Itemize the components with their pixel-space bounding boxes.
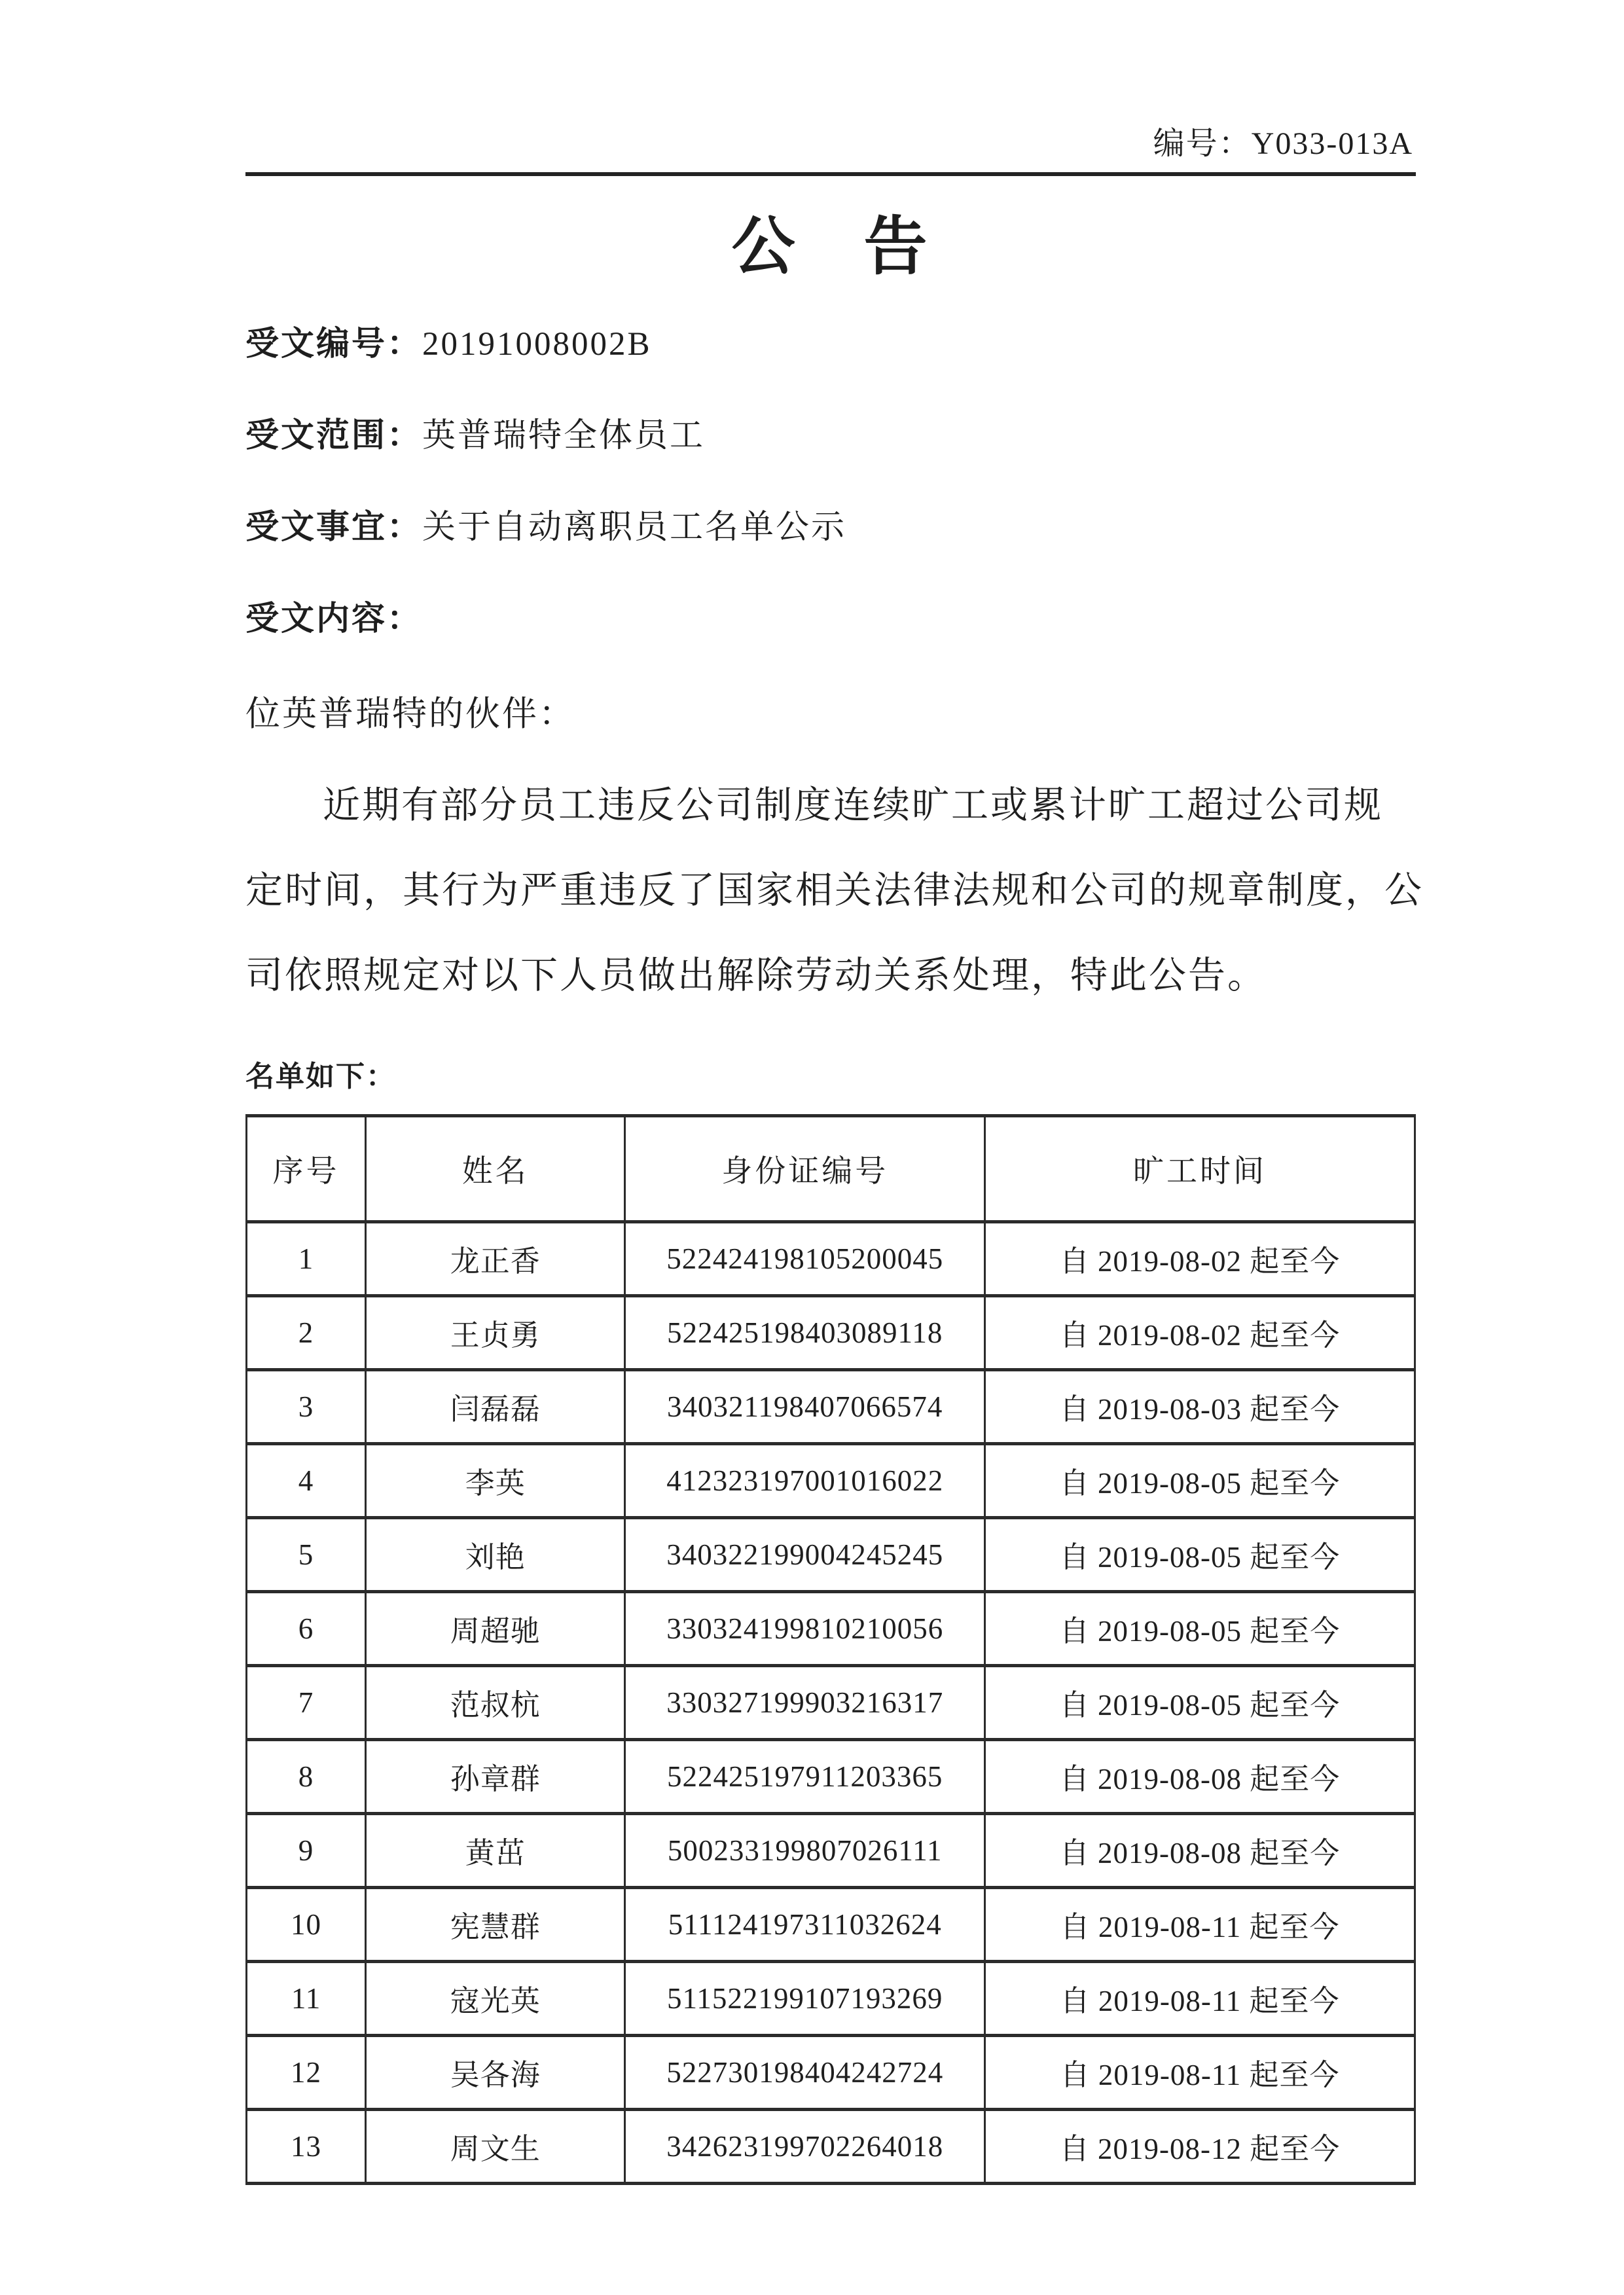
field-doc-subject-value: 关于自动离职员工名单公示 [422, 509, 847, 547]
cell-id-number: 412323197001016022 [625, 1443, 985, 1517]
cell-index: 9 [247, 1813, 366, 1887]
cell-absence-period: 自 2019-08-11 起至今 [985, 2035, 1415, 2109]
cell-index: 4 [247, 1443, 366, 1517]
table-header-cell: 旷工时间 [985, 1115, 1415, 1221]
table-header-cell: 序号 [247, 1115, 366, 1221]
table-row [247, 2109, 1415, 2183]
table-row [247, 1665, 1415, 1739]
cell-absence-period: 自 2019-08-08 起至今 [985, 1813, 1415, 1887]
page-title: 公 告 [731, 212, 930, 283]
cell-index: 3 [247, 1369, 366, 1443]
paragraph-line: 定时间，其行为严重违反了国家相关法律法规和公司的规章制度，公 [245, 869, 1424, 911]
cell-name: 孙章群 [366, 1739, 625, 1813]
cell-name: 龙正香 [366, 1221, 625, 1295]
cell-id-number: 511124197311032624 [625, 1887, 985, 1961]
cell-id-number: 522730198404242724 [625, 2035, 985, 2109]
table-row [247, 1739, 1415, 1813]
cell-index: 6 [247, 1591, 366, 1665]
body-paragraph [245, 763, 1424, 1019]
cell-id-number: 522425198403089118 [625, 1295, 985, 1369]
field-doc-number-value: 20191008002B [422, 325, 652, 363]
table-row [247, 1517, 1415, 1591]
ref-number-label: 编号： [1153, 126, 1252, 161]
cell-id-number: 330327199903216317 [625, 1665, 985, 1739]
table-row [247, 1813, 1415, 1887]
cell-absence-period: 自 2019-08-05 起至今 [985, 1665, 1415, 1739]
field-doc-number-label: 受文编号： [245, 324, 423, 362]
ref-number-value: Y033-013A [1251, 126, 1413, 161]
table-row [247, 1295, 1415, 1369]
recipient-fields [245, 323, 1416, 640]
cell-id-number: 340321198407066574 [625, 1369, 985, 1443]
cell-absence-period: 自 2019-08-11 起至今 [985, 1887, 1415, 1961]
cell-name: 宪慧群 [366, 1887, 625, 1961]
field-doc-subject [245, 507, 1416, 548]
field-doc-scope-label: 受文范围： [245, 416, 423, 454]
cell-absence-period: 自 2019-08-03 起至今 [985, 1369, 1415, 1443]
cell-name: 黄茁 [366, 1813, 625, 1887]
cell-id-number: 342623199702264018 [625, 2109, 985, 2183]
cell-index: 8 [247, 1739, 366, 1813]
cell-id-number: 330324199810210056 [625, 1591, 985, 1665]
cell-index: 5 [247, 1517, 366, 1591]
cell-absence-period: 自 2019-08-02 起至今 [985, 1221, 1415, 1295]
cell-absence-period: 自 2019-08-05 起至今 [985, 1443, 1415, 1517]
cell-name: 周超驰 [366, 1591, 625, 1665]
table-row [247, 1369, 1415, 1443]
cell-absence-period: 自 2019-08-02 起至今 [985, 1295, 1415, 1369]
field-doc-body-heading-label: 受文内容： [245, 600, 423, 638]
cell-id-number: 522424198105200045 [625, 1221, 985, 1295]
table-row [247, 1961, 1415, 2035]
cell-name: 吴各海 [366, 2035, 625, 2109]
cell-index: 1 [247, 1221, 366, 1295]
list-intro: 名单如下： [245, 1060, 396, 1093]
employee-table-header [247, 1115, 1415, 1221]
cell-index: 11 [247, 1961, 366, 2035]
table-header-row [247, 1115, 1415, 1221]
cell-name: 范叔杭 [366, 1665, 625, 1739]
cell-id-number: 500233199807026111 [625, 1813, 985, 1887]
cell-absence-period: 自 2019-08-05 起至今 [985, 1591, 1415, 1665]
cell-id-number: 340322199004245245 [625, 1517, 985, 1591]
header-rule [245, 172, 1416, 176]
cell-index: 13 [247, 2109, 366, 2183]
cell-index: 7 [247, 1665, 366, 1739]
cell-absence-period: 自 2019-08-11 起至今 [985, 1961, 1415, 2035]
table-row [247, 1591, 1415, 1665]
cell-name: 周文生 [366, 2109, 625, 2183]
field-doc-number [245, 323, 1416, 365]
cell-name: 李英 [366, 1443, 625, 1517]
paragraph-line: 司依照规定对以下人员做出解除劳动关系处理，特此公告。 [245, 954, 1267, 996]
cell-index: 2 [247, 1295, 366, 1369]
field-doc-scope-value: 英普瑞特全体员工 [422, 418, 706, 455]
cell-absence-period: 自 2019-08-12 起至今 [985, 2109, 1415, 2183]
table-row [247, 1887, 1415, 1961]
cell-name: 王贞勇 [366, 1295, 625, 1369]
document-ref-number [245, 126, 1416, 162]
cell-id-number: 522425197911203365 [625, 1739, 985, 1813]
table-row [247, 1443, 1415, 1517]
cell-name: 寇光英 [366, 1961, 625, 2035]
document-content [245, 126, 1424, 2185]
salutation: 位英普瑞特的伙伴： [245, 695, 575, 733]
field-doc-body-heading [245, 598, 1416, 640]
cell-absence-period: 自 2019-08-05 起至今 [985, 1517, 1415, 1591]
employee-roster-table [245, 1114, 1416, 2185]
table-header-cell: 身份证编号 [625, 1115, 985, 1221]
table-row [247, 1221, 1415, 1295]
table-header-cell: 姓名 [366, 1115, 625, 1221]
cell-id-number: 511522199107193269 [625, 1961, 985, 2035]
field-doc-scope [245, 415, 1416, 456]
cell-index: 10 [247, 1887, 366, 1961]
table-row [247, 2035, 1415, 2109]
cell-name: 刘艳 [366, 1517, 625, 1591]
cell-absence-period: 自 2019-08-08 起至今 [985, 1739, 1415, 1813]
field-doc-subject-label: 受文事宜： [245, 508, 423, 546]
employee-table-body [247, 1221, 1415, 2183]
paragraph-line: 近期有部分员工违反公司制度连续旷工或累计旷工超过公司规 [323, 784, 1383, 826]
cell-index: 12 [247, 2035, 366, 2109]
cell-name: 闫磊磊 [366, 1369, 625, 1443]
